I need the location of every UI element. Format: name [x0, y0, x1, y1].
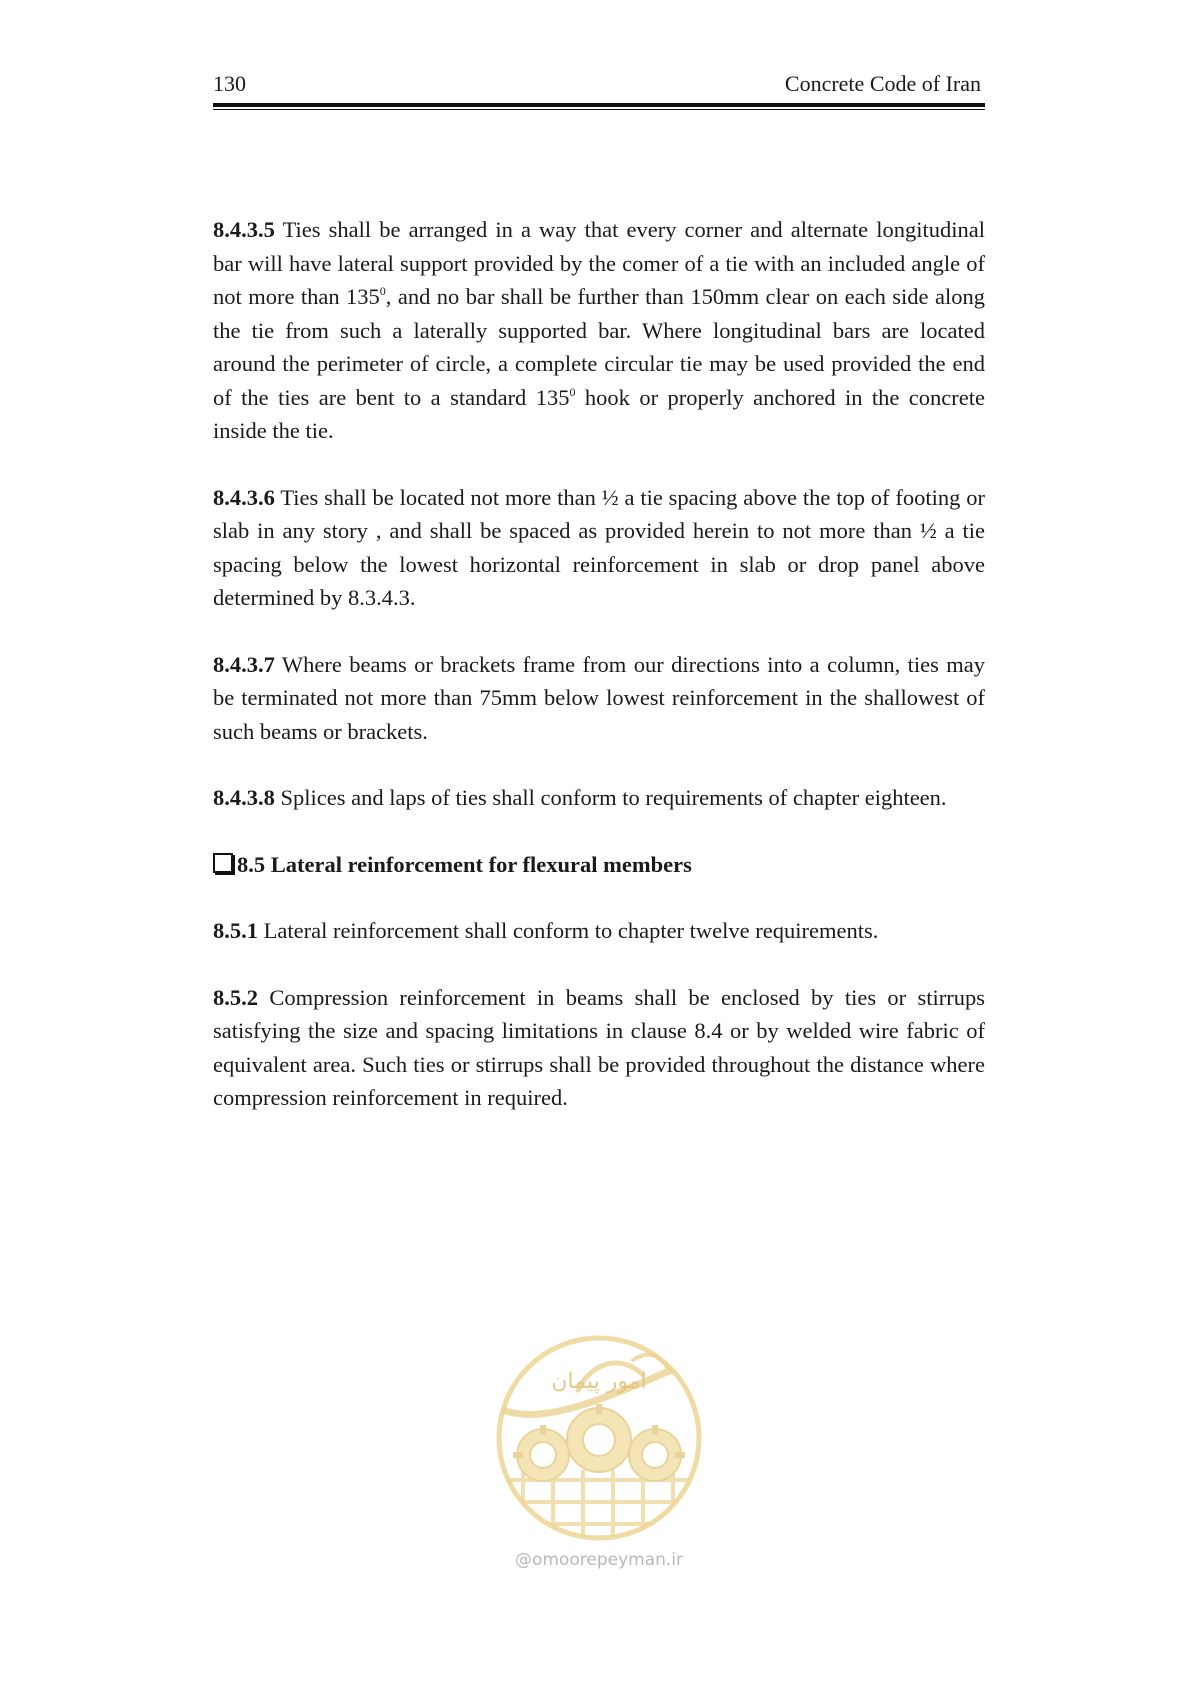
clause-text: hook or properly anchored in the concrete inside the tie. — [213, 384, 985, 443]
section-heading-8-5 — [213, 848, 985, 882]
clause-8-4-3-6 — [213, 481, 985, 615]
clause-number: 8.4.3.5 — [213, 217, 275, 242]
clause-number: 8.5.2 — [213, 984, 258, 1010]
clause-text: Where beams or brackets frame from our directions into a column, ties may be terminated not more than 75mm below lowest reinforcement in the shallowest of such beams or brackets. — [213, 651, 986, 744]
clause-number: 8.4.3.8 — [213, 785, 275, 810]
header-rule-thin — [213, 109, 985, 110]
watermark — [483, 1330, 715, 1580]
running-title: Concrete Code of Iran — [784, 71, 981, 96]
watermark-logo-icon — [483, 1330, 715, 1550]
watermark-logo-text: امور پیمان — [551, 1369, 647, 1394]
clause-8-4-3-5 — [213, 213, 985, 448]
checkbox-bullet-icon — [213, 853, 233, 873]
section-heading-text: 8.5 Lateral reinforcement for flexural members — [237, 851, 692, 877]
clause-8-5-2 — [213, 981, 985, 1115]
clause-text: Splices and laps of ties shall conform to requirements of chapter eighteen. — [280, 785, 947, 810]
clause-text: Ties shall be located not more than ½ a tie spacing above the top of footing or slab in any story , and shall be spaced as provided herein to not more than ½ a tie spacing below the lowest horizontal reinforcement in slab or drop panel above determined by 8.3.4.3. — [213, 484, 986, 610]
clause-number: 8.4.3.7 — [213, 651, 275, 677]
clause-text: , and no bar shall be further than 150mm clear on each side along the tie from such a laterally supported bar. Where longitudinal bars are located around the perimeter of circle, a complete circular tie may be used provided the end of the ties are bent to a standard 135 — [213, 284, 985, 410]
clause-number: 8.5.1 — [213, 918, 258, 943]
clause-text: Compression reinforcement in beams shall be enclosed by ties or stirrups satisfying the size and spacing limitations in clause 8.4 or by welded wire fabric of equivalent area. Such ties or stirrups shall be provided throughout the distance where compression reinforcement in required. — [213, 984, 986, 1110]
degree-superscript: 0 — [379, 284, 386, 298]
page-body — [213, 213, 985, 1148]
clause-8-5-1 — [213, 914, 985, 948]
page-header — [213, 72, 985, 96]
page-number: 130 — [213, 71, 246, 96]
clause-text: Ties shall be arranged in a way that every corner and alternate longitudinal bar will have lateral support provided by the comer of a tie with an included angle of not more than 135 — [213, 217, 986, 309]
clause-text: Lateral reinforcement shall conform to chapter twelve requirements. — [263, 918, 879, 943]
watermark-url: @omoorepeyman.ir — [514, 1550, 684, 1570]
degree-superscript: 0 — [569, 384, 576, 399]
clause-8-4-3-8 — [213, 781, 985, 815]
clause-number: 8.4.3.6 — [213, 484, 275, 510]
header-rule-thick — [213, 103, 985, 107]
clause-8-4-3-7 — [213, 648, 985, 749]
